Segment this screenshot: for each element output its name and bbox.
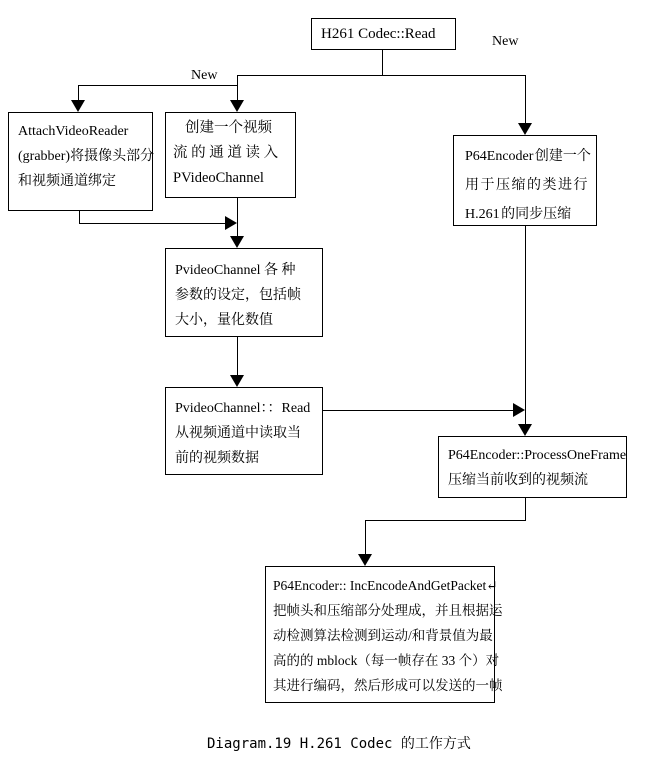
flow-box-p64encoder-inc-encode-and-get-packet [265, 566, 503, 703]
arrow-down-icon [230, 375, 244, 387]
box-text-line: 大小，量化数值 [175, 313, 273, 328]
connector-line [365, 520, 366, 554]
box-text-line: 参数的设定，包括帧 [175, 288, 301, 303]
arrow-down-icon [518, 123, 532, 135]
box-text-line: 用 于 压 缩 的 类 进 行 [465, 178, 588, 193]
arrow-down-icon [518, 424, 532, 436]
box-text-line: P64Encoder:: IncEncodeAndGetPacket↵ [273, 578, 498, 593]
box-text-line: H.261 的同步压缩 [465, 207, 572, 222]
connector-line [237, 337, 238, 375]
box-text-line: P64Encoder 创建一个 [465, 149, 591, 164]
box-text-line: 压缩当前收到的视频流 [448, 473, 588, 488]
box-text-line: 前的视频数据 [175, 451, 259, 466]
connector-line [365, 520, 526, 521]
arrow-right-icon [513, 403, 525, 417]
arrow-down-icon [71, 100, 85, 112]
connector-line [78, 85, 79, 101]
flow-box-pvideochannel-params [165, 248, 323, 337]
connector-line [525, 75, 526, 124]
diagram-caption: Diagram.19 H.261 Codec 的工作方式 [207, 736, 471, 752]
connector-line [237, 85, 238, 101]
new-label-left: New [191, 68, 218, 83]
box-text-line: (grabber)将摄像头部分 [18, 149, 155, 164]
box-text-line: 流 的 通 道 读 入 [173, 145, 279, 161]
flow-box-p64encoder-create [453, 135, 597, 226]
connector-line [79, 223, 225, 224]
box-text-line: PvideoChannel：：Read [175, 401, 311, 416]
box-text-line: 动检测算法检测到运动/和背景值为最 [273, 628, 493, 643]
connector-line [323, 410, 513, 411]
connector-line [237, 198, 238, 236]
box-text-line: 高的的 mblock（每一帧存在 33 个）对 [273, 653, 500, 668]
box-text-line: P64Encoder::ProcessOneFrame [448, 448, 627, 463]
connector-line [79, 211, 80, 223]
box-text-line: PVideoChannel [173, 170, 264, 186]
arrow-down-icon [230, 100, 244, 112]
box-text-line: PvideoChannel 各 种 [175, 263, 296, 278]
box-text-line: H261 Codec::Read [321, 26, 436, 42]
connector-line [382, 50, 383, 75]
flow-box-p64encoder-process-one-frame [438, 436, 627, 498]
arrow-down-icon [358, 554, 372, 566]
flow-box-create-video-channel [165, 112, 296, 198]
flow-box-pvideochannel-read [165, 387, 323, 475]
box-text-line: 和视频通道绑定 [18, 174, 116, 189]
box-text-line: 创建一个视频 [185, 120, 272, 136]
box-text-line: AttachVideoReader [18, 124, 129, 139]
flow-box-h261-codec-read [311, 18, 456, 50]
new-label-top-right: New [492, 34, 519, 49]
box-text-line: 把帧头和压缩部分处理成，并且根据运 [273, 603, 503, 618]
arrow-right-icon [225, 216, 237, 230]
connector-line [237, 75, 526, 76]
flow-box-attach-video-reader [8, 112, 153, 211]
connector-line [525, 226, 526, 424]
box-text-line: 其进行编码，然后形成可以发送的一帧 [273, 678, 503, 693]
arrow-down-icon [230, 236, 244, 248]
connector-line [237, 75, 238, 85]
connector-line [525, 498, 526, 521]
connector-line [78, 85, 238, 86]
box-text-line: 从视频通道中读取当 [175, 426, 301, 441]
